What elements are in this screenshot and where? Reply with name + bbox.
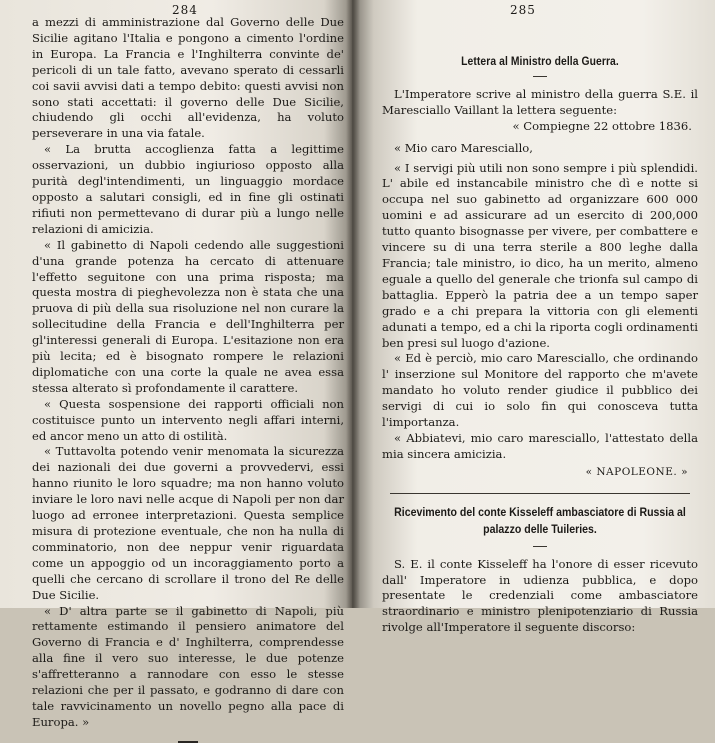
final-paragraph: S. E. il conte Kisseleff ha l'onore di esser ricevuto dall' Imperatore in udienza pubblica, e dopo presentate le credenziali come ambasciatore straordinario e ministro plenipotenziario di Russia rivolge all'Imperatore il seguente discorso: <box>382 556 698 635</box>
section-heading: Ricevimento del conte Kisseleff ambasciatore di Russia al palazzo delle Tuileries. <box>394 504 686 536</box>
left-page-text <box>32 15 344 743</box>
paragraph: « D' altra parte se il gabinetto di Napoli, più rettamente estimando il pensiero animatore del Governo di Francia e d' Inghilterra, comprendesse alla fine il vero suo interesse, le due potenze s'affretteranno a rannodare con esso le stesse relazioni che per il passato, e godranno di dare con tale ravvicinamento un novello pegno alla pace di Europa. » <box>32 603 344 729</box>
right-page <box>352 0 715 635</box>
section-end-rule <box>178 741 198 743</box>
paragraph: « La brutta accoglienza fatta a legittime osservazioni, un dubbio ingiurioso opposto alla purità degl'intendimenti, un linguaggio mordace opposto a salutari consigli, ed in fine gli ostinati rifiuti non permettevano di durar più a lungo nelle relazioni di amicizia. <box>32 142 344 236</box>
letter-date: « Compiegne 22 ottobre 1836. <box>512 118 692 133</box>
right-page-text <box>382 48 698 636</box>
letter-paragraph: « Ed è perciò, mio caro Maresciallo, che ordinando l' inserzione sul Monitore del rapporto che m'avete mandato ho voluto render giudice il pubblico dei servigi di cui io solo fin qui conosceva tutta l'importanza. <box>382 351 698 430</box>
paragraph: a mezzi di amministrazione dal Governo delle Due Sicilie agitano l'Italia e pongono a cimento l'ordine in Europa. La Francia e l'Inghilterra convinte de' pericoli di un tale fatto, avevano sperato di cessarli coi savii avvisi dati a tempo debito: questi avvisi non sono stati accettati: il governo delle Due Sicilie, chiudendo gli occhi all'evidenza, ha voluto perseverare in una via fatale. <box>32 15 344 141</box>
letter-salutation: « Mio caro Maresciallo, <box>394 140 533 155</box>
left-page-number: 284 <box>172 3 198 17</box>
heading-rule <box>533 546 547 547</box>
paragraph: « Il gabinetto di Napoli cedendo alle suggestioni d'una grande potenza ha cercato di attenuare l'effetto seguitone con una prima risposta; ma questa mostra di pieghevolezza non è stata che una pruova di più della sua risoluzione nel non curare la sollecitudine della Francia e dell'Inghilterra per gl'interessi generali di Europa. L'esitazione non era più lecita; ed è bisognato rompere le relazioni diplomatiche con una corte la quale ne avea essa stessa alterato sì profondamente il carattere. <box>32 237 344 395</box>
section-divider <box>390 493 690 494</box>
letter-paragraph: « Abbiatevi, mio caro maresciallo, l'attestato della mia sincera amicizia. <box>382 430 698 461</box>
right-page-number: 285 <box>510 3 536 17</box>
letter-intro: L'Imperatore scrive al ministro della guerra S.E. il Maresciallo Vaillant la lettera seguente: <box>382 86 698 117</box>
letter-paragraph: « I servigi più utili non sono sempre i più splendidi. L' abile ed instancabile ministro che dì e notte si occupa nel suo gabinetto ad organizzare 600 000 uomini e ad assicurare ad un esercito di 200,000 tutto quanto bisognasse per vivere, per combattere e vincere su di una terra sterile a 800 leghe dalla Francia; tale ministro, io dico, ha un merito, almeno eguale a quello del generale che trionfa sul campo di battaglia. Epperò la patria dee a un tempo saper grado e a chi prepara la vittoria con gli elementi adunati a tempo, ed a chi la riporta cogli ordinamenti ben presi sul luogo d'azione. <box>382 160 698 350</box>
paragraph: « Questa sospensione dei rapporti officiali non costituisce punto un intervento negli affari interni, ed ancor meno un atto di ostilità. <box>32 396 344 443</box>
paragraph: « Tuttavolta potendo venir menomata la sicurezza dei nazionali dei due governi a provvedervi, essi hanno riunito le loro squadre; ma non hanno voluto inviare le loro navi nelle acque di Napoli per non dar luogo ad erronee interpretazioni. Questa semplice misura di protezione eventuale, che non ha nulla di comminatorio, non dee neppur venir riguardata come un appoggio od un incoraggiamento porto a quelli che cercano di scrollare il trono del Re delle Due Sicilie. <box>32 444 344 602</box>
book-gutter-shadow <box>346 0 360 608</box>
letter-heading: Lettera al Ministro della Guerra. <box>461 54 619 68</box>
heading-rule <box>533 76 547 77</box>
left-page <box>0 0 352 729</box>
letter-signature: « NAPOLEONE. » <box>585 465 688 478</box>
